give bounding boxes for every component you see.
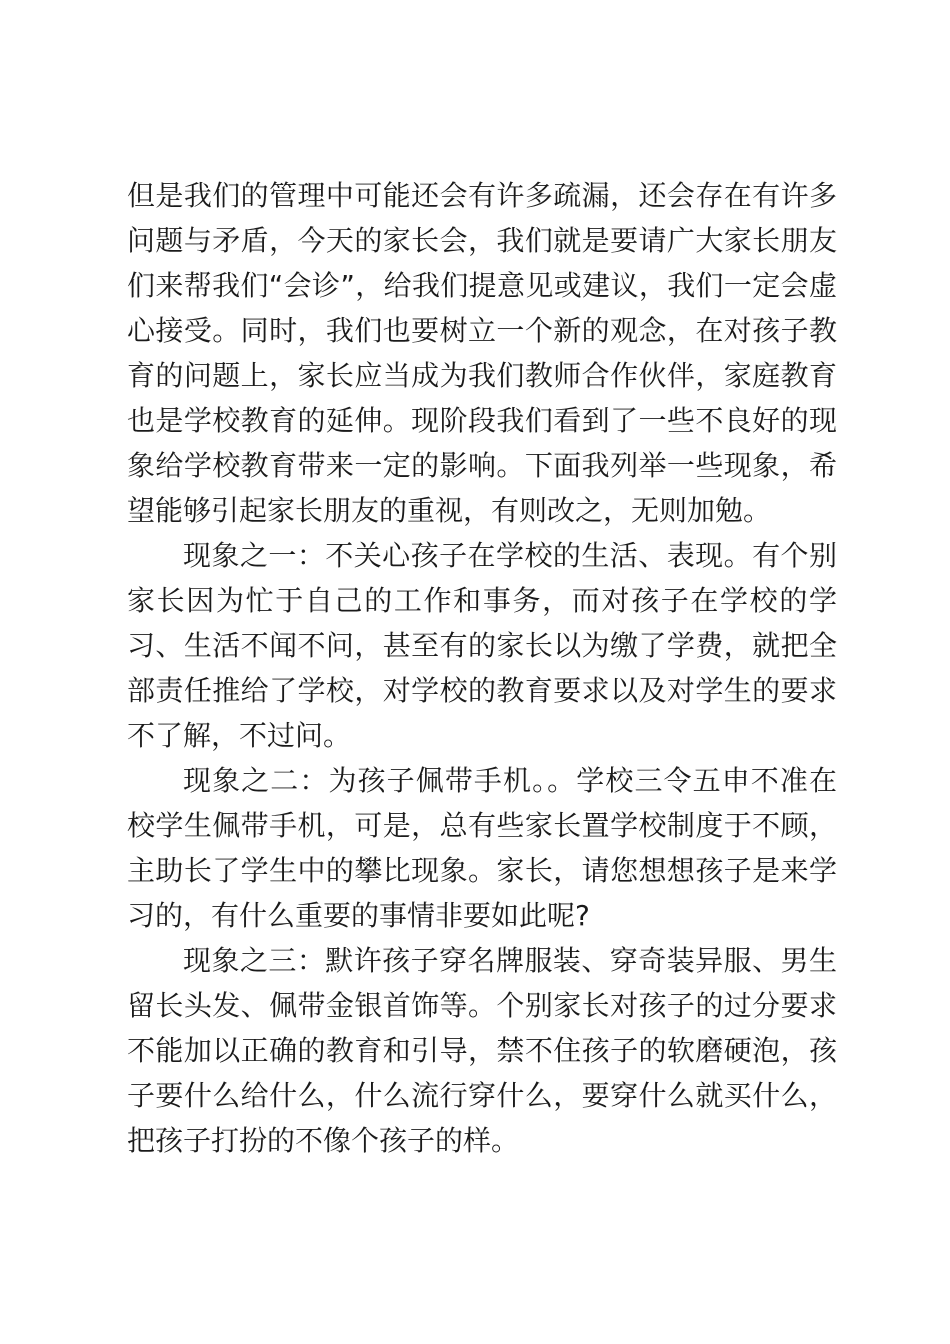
paragraph-phenomenon-2: 现象之二：为孩子佩带手机。。学校三令五申不准在校学生佩带手机，可是，总有些家长置学校制度于不顾，主助长了学生中的攀比现象。家长，请您想想孩子是来学习的，有什么重要的事情非要如此呢? bbox=[127, 764, 837, 932]
paragraph-phenomenon-1: 现象之一：不关心孩子在学校的生活、表现。有个别家长因为忙于自己的工作和事务，而对孩子在学校的学习、生活不闻不问，甚至有的家长以为缴了学费，就把全部责任推给了学校，对学校的教育要求以及对学生的要求不了解，不过问。 bbox=[127, 539, 837, 752]
paragraph-intro: 但是我们的管理中可能还会有许多疏漏，还会存在有许多问题与矛盾，今天的家长会，我们就是要请广大家长朋友们来帮我们“会诊”，给我们提意见或建议，我们一定会虚心接受。同时，我们也要树立一个新的观念，在对孩子教育的问题上，家长应当成为我们教师合作伙伴，家庭教育也是学校教育的延伸。现阶段我们看到了一些不良好的现象给学校教育带来一定的影响。下面我列举一些现象，希望能够引起家长朋友的重视，有则改之，无则加勉。 bbox=[127, 179, 837, 527]
document-body bbox=[127, 173, 837, 1163]
paragraph-phenomenon-3: 现象之三：默许孩子穿名牌服装、穿奇装异服、男生留长头发、佩带金银首饰等。个别家长对孩子的过分要求不能加以正确的教育和引导，禁不住孩子的软磨硬泡，孩子要什么给什么，什么流行穿什么，要穿什么就买什么，把孩子打扮的不像个孩子的样。 bbox=[127, 944, 837, 1157]
